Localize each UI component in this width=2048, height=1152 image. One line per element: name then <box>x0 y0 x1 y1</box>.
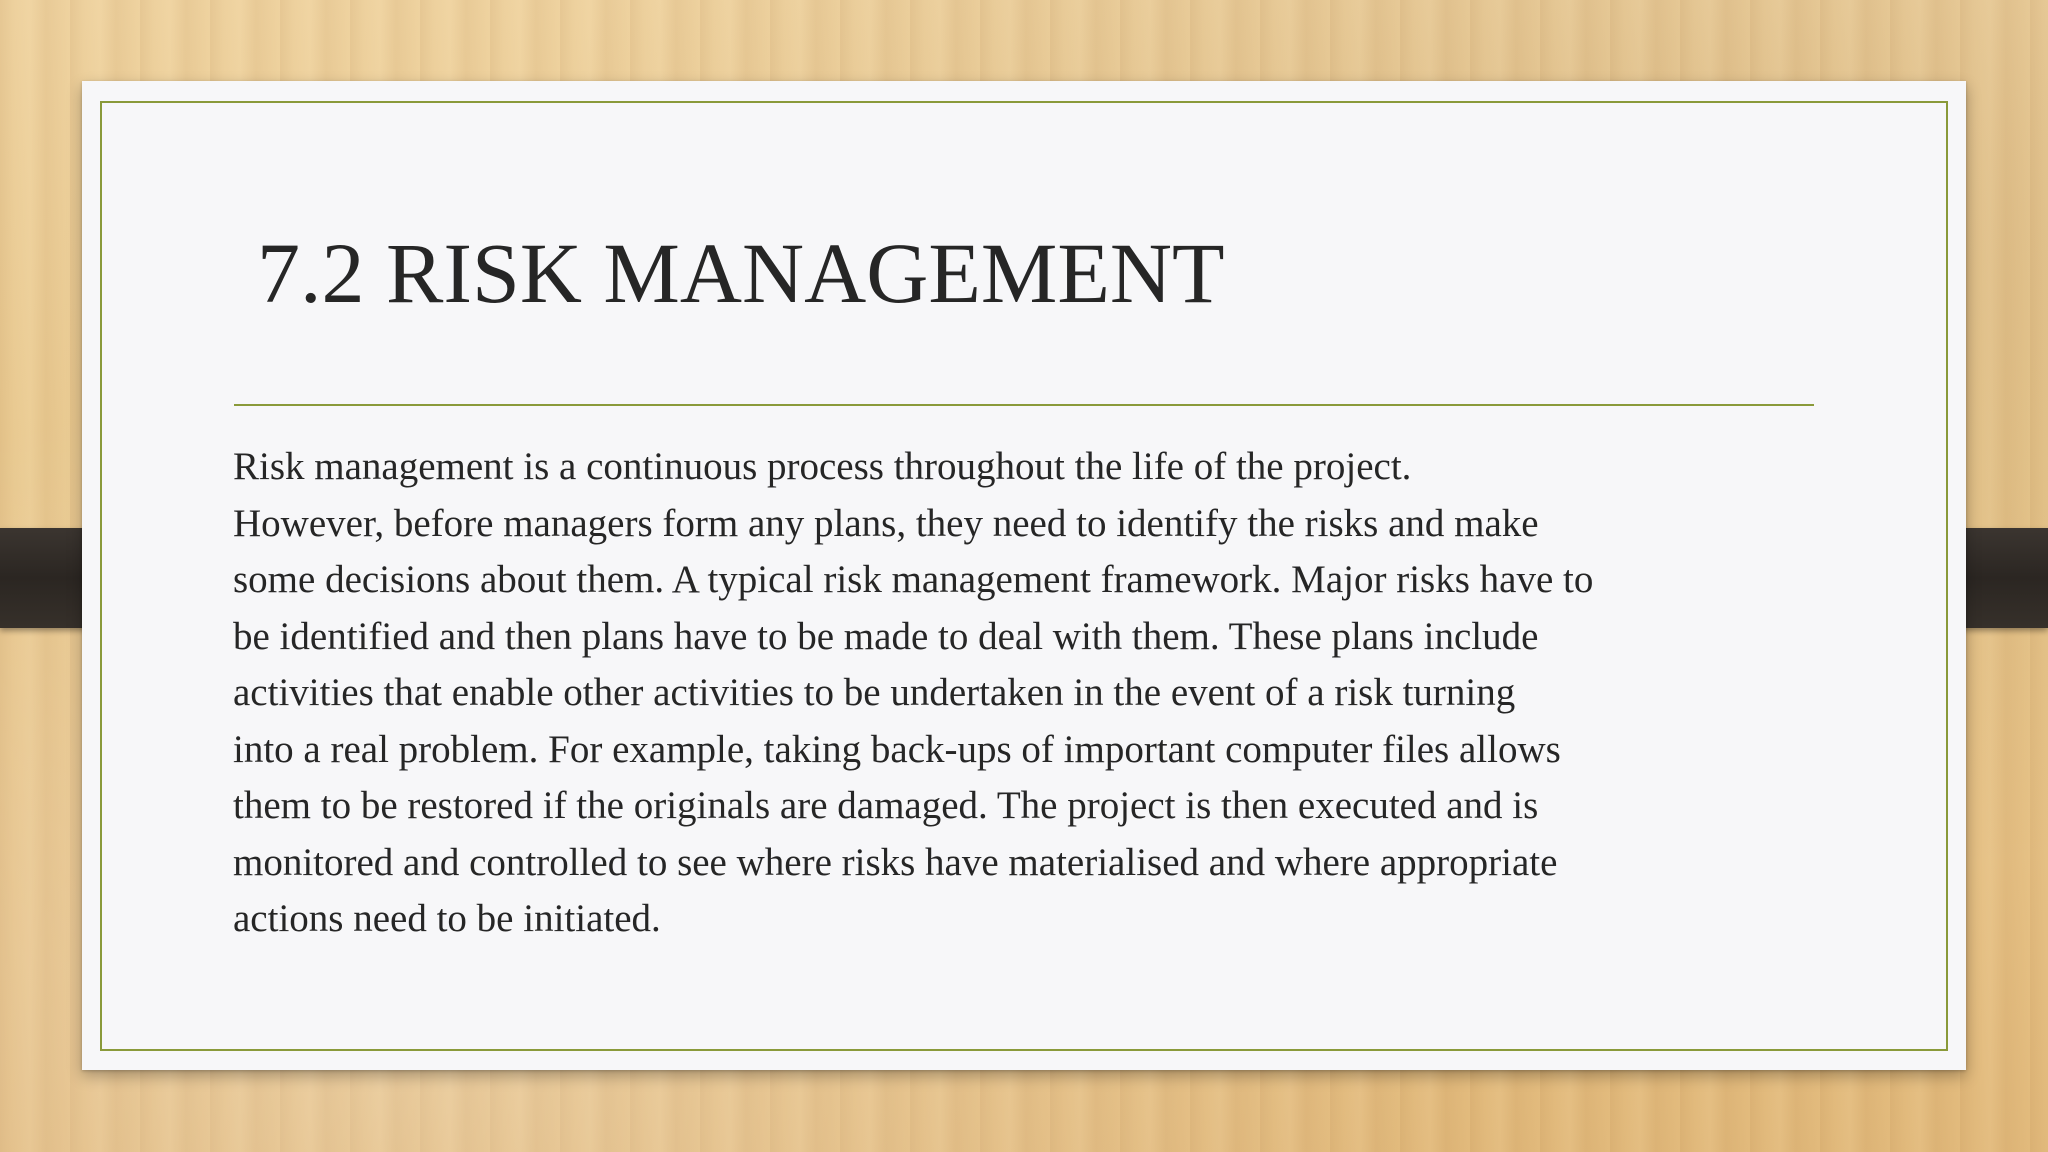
body-line: actions need to be initiated. <box>233 897 661 940</box>
body-line: activities that enable other activities to be undertaken in the event of a risk turning <box>233 671 1516 714</box>
body-line: However, before managers form any plans, they need to identify the risks and make <box>233 501 1539 545</box>
slide-title: 7.2 RISK MANAGEMENT <box>257 225 1225 321</box>
title-divider <box>234 404 1814 406</box>
body-line: them to be restored if the originals are damaged. The project is then executed and is <box>233 784 1539 827</box>
slide-body-text <box>233 439 1823 948</box>
slide-card <box>82 81 1966 1070</box>
body-line: be identified and then plans have to be made to deal with them. These plans include <box>233 614 1539 658</box>
body-line: monitored and controlled to see where risks have materialised and where appropriate <box>233 840 1558 884</box>
body-line: into a real problem. For example, taking back-ups of important computer files allows <box>233 727 1561 771</box>
body-line: Risk management is a continuous process throughout the life of the project. <box>233 445 1412 488</box>
body-line: some decisions about them. A typical risk management framework. Major risks have to <box>233 558 1594 601</box>
